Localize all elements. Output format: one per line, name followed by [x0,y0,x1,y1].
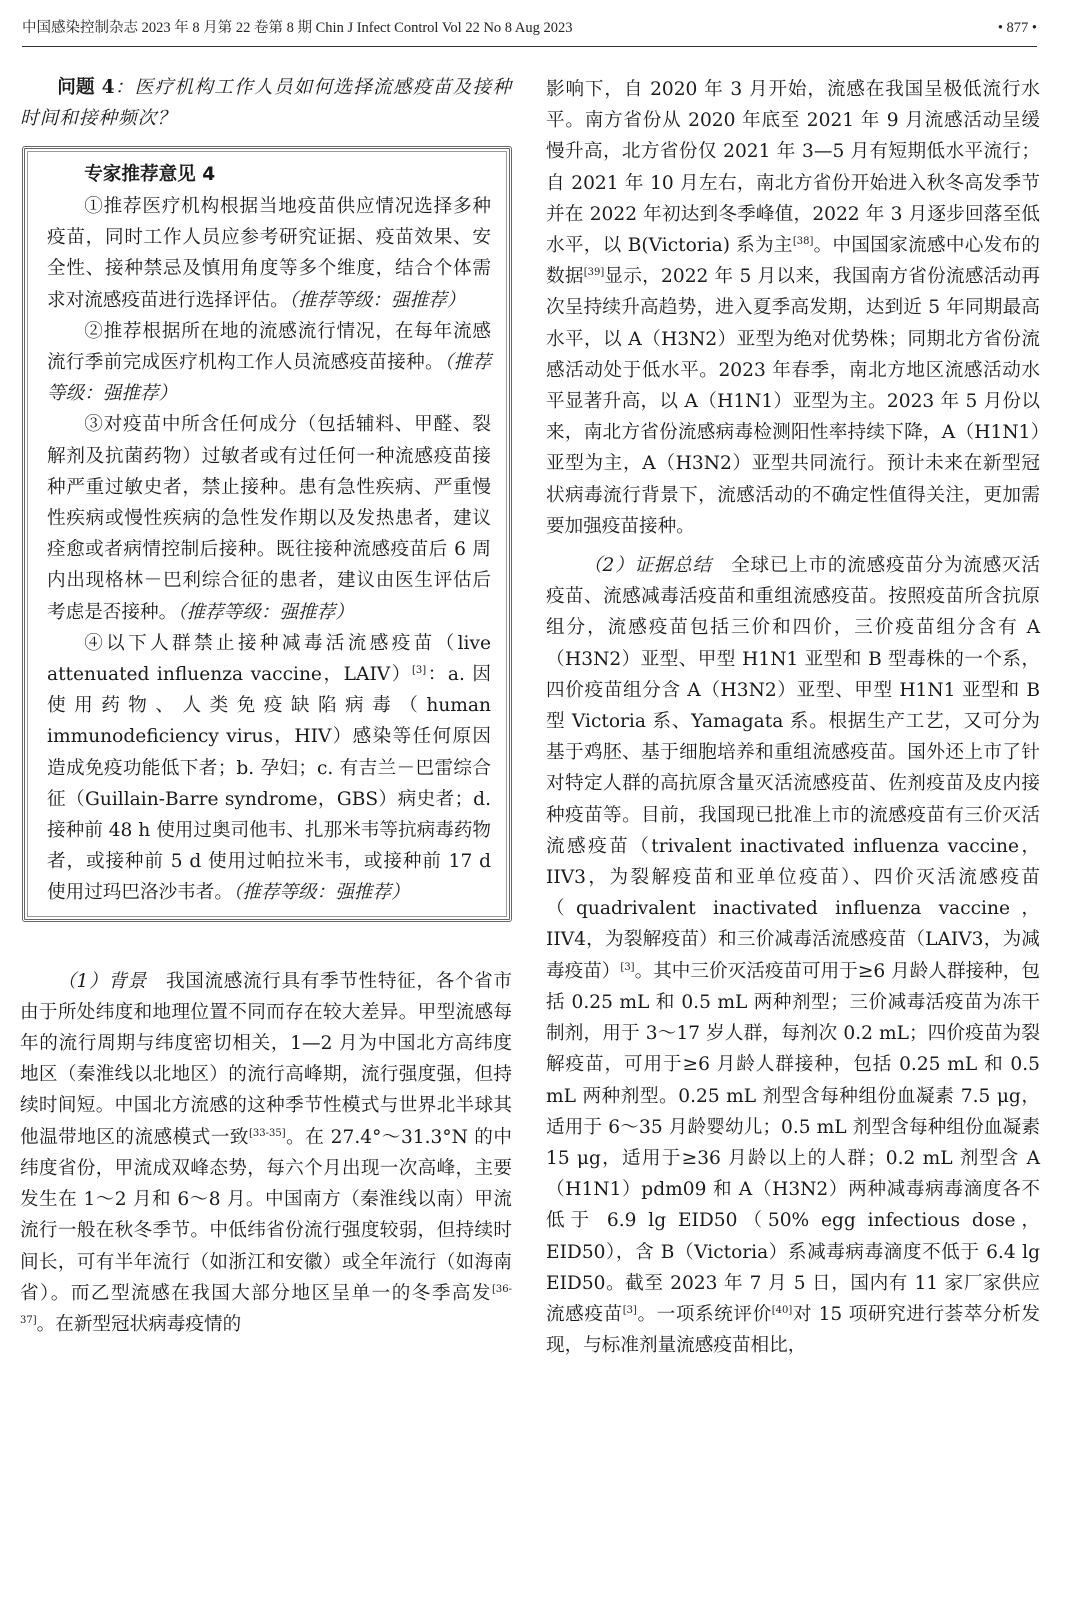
citation-ref: [39] [583,267,605,279]
recommendation-item-4: ④以下人群禁止接种减毒活流感疫苗（live attenuated influenza vaccine，LAIV）[3]：a. 因使用药物、人类免疫缺陷病毒（human immunodeficiency virus，HIV）感染等任何原因造成免疫功能低下者；b. 孕妇；c. 有吉兰－巴雷综合征（Guillain-Barre syndrome，GBS）病史者；d. 接种前 48 h 使用过奥司他韦、扎那米韦等抗病毒药物者，或接种前 5 d 使用过帕拉米韦，或接种前 17 d 使用过玛巴洛沙韦者。（推荐等级：强推荐） [47,632,491,904]
evidence-paragraph: （2）证据总结 全球已上市的流感疫苗分为流感灭活疫苗、流感减毒活疫苗和重组流感疫苗。按照疫苗所含抗原组分，流感疫苗包括三价和四价，三价疫苗组分含有 A（H3N2）亚型、甲型 H1N1 亚型和 B 型毒株的一个系，四价疫苗组分含 A（H3N2）亚型、甲型 H1N1 亚型和 B 型 Victoria 系、Yamagata 系。根据生产工艺，又可分为基于鸡胚、基于细胞培养和重组流感疫苗。国外还上市了针对特定人群的高抗原含量灭活流感疫苗、佐剂疫苗及皮内接种疫苗等。目前，我国现已批准上市的流感疫苗有三价灭活流感疫苗（trivalent inactivated influenza vaccine，IIV3，为裂解疫苗和亚单位疫苗）、四价灭活流感疫苗（quadrivalent inactivated influenza vaccine，IIV4，为裂解疫苗）和三价减毒活流感疫苗（LAIV3，为减毒疫苗）[3]。其中三价灭活疫苗可用于≥6 月龄人群接种，包括 0.25 mL 和 0.5 mL 两种剂型；三价减毒活疫苗为冻干制剂，用于 3～17 岁人群，每剂次 0.2 mL；四价疫苗为裂解疫苗，可用于≥6 月龄人群接种，包括 0.25 mL 和 0.5 mL 两种剂型。0.25 mL 剂型含每种组份血凝素 7.5 μg，适用于 6～35 月龄婴幼儿；0.5 mL 剂型含每种组份血凝素 15 μg，适用于≥36 月龄以上的人群；0.2 mL 剂型含 A（H1N1）pdm09 和 A（H3N2）两种减毒病毒滴度各不低于 6.9 lg EID50（50% egg infectious dose，EID50），含 B（Victoria）系减毒病毒滴度不低于 6.4 lg EID50。截至 2023 年 7 月 5 日，国内有 11 家厂家供应流感疫苗[3]。一项系统评价[40]对 15 项研究进行荟萃分析发现，与标准剂量流感疫苗相比， [546,555,1040,1357]
journal-citation: 中国感染控制杂志 2023 年 8 月第 22 卷第 8 期 Chin J Infect Control Vol 22 No 8 Aug 2023 [22,20,573,36]
citation-ref: [33-35] [248,1127,286,1139]
citation-ref: [3] [620,961,635,973]
recommendation-grade: （推荐等级：强推荐） [177,601,354,623]
background-paragraph: （1）背景 我国流感流行具有季节性特征，各个省市由于所处纬度和地理位置不同而存在较大差异。甲型流感每年的流行周期与纬度密切相关，1—2 月为中国北方高纬度地区（秦淮线以北地区）的流行高峰期，流行强度强，但持续时间短。中国北方流感的这种季节性模式与世界北半球其他温带地区的流感模式一致[33-35]。在 27.4°～31.3°N 的中纬度省份，甲流成双峰态势，每六个月出现一次高峰，主要发生在 1～2 月和 6～8 月。中国南方（秦淮线以南）甲流流行一般在秋冬季节。中低纬省份流行强度较弱，但持续时间长，可有半年流行（如浙江和安徽）或全年流行（如海南省）。而乙型流感在我国大部分地区呈单一的冬季高发[36-37]。在新型冠状病毒疫情的 [20,970,512,1335]
section-label-background: （1）背景 [57,970,147,992]
question-label: 问题 4 [57,77,115,98]
citation-ref: [38] [792,235,814,247]
page-number: • 877 • [997,20,1037,36]
citation-ref: [36-37] [20,1283,512,1326]
running-header [22,14,1037,47]
citation-ref: [3] [622,1304,637,1316]
recommendation-grade: （推荐等级：强推荐） [288,289,466,311]
left-column [20,72,512,1340]
recommendation-item-1: ①推荐医疗机构根据当地疫苗供应情况选择多种疫苗，同时工作人员应参考研究证据、疫苗效果、安全性、接种禁忌及慎用角度等多个维度，结合个体需求对流感疫苗进行选择评估。（推荐等级：强推荐） [47,196,491,311]
background-paragraph-continued: 影响下，自 2020 年 3 月开始，流感在我国呈极低流行水平。南方省份从 2020 年底至 2021 年 9 月流感活动呈缓慢升高，北方省份仅 2021 年 3—5 月有短期低水平流行；自 2021 年 10 月左右，南北方省份开始进入秋冬高发季节并在 2022 年初达到冬季峰值，2022 年 3 月逐步回落至低水平，以 B(Victoria) 系为主[38]。中国国家流感中心发布的数据[39]显示，2022 年 5 月以来，我国南方省份流感活动再次呈持续升高趋势，进入夏季高发期，达到近 5 年同期最高水平，以 A（H3N2）亚型为绝对优势株；同期北方省份流感活动处于低水平。2023 年春季，南北方地区流感活动水平显著升高，以 A（H1N1）亚型为主。2023 年 5 月份以来，南北方省份流感病毒检测阳性率持续下降，A（H1N1）亚型为主，A（H3N2）亚型共同流行。预计未来在新型冠状病毒流行背景下，流感活动的不确定性值得关注，更加需要加强疫苗接种。 [546,79,1040,537]
citation-ref: [40] [771,1304,793,1316]
recommendation-grade: （推荐等级：强推荐） [232,882,410,904]
recommendation-item-2: ②推荐根据所在地的流感流行情况，在每年流感流行季前完成医疗机构工作人员流感疫苗接种。（推荐等级：强推荐） [47,320,491,405]
section-label-evidence: （2）证据总结 [583,555,712,577]
recommendation-grade: （推荐等级：强推荐） [47,352,491,405]
right-column [546,74,1040,1361]
citation-ref: [3] [411,664,427,676]
question-heading [20,72,512,134]
recommendation-item-3: ③对疫苗中所含任何成分（包括辅料、甲醛、裂解剂及抗菌药物）过敏者或有过任何一种流感疫苗接种严重过敏史者，禁止接种。患有急性疾病、严重慢性疾病或慢性疾病的急性发作期以及发热患者，建议痊愈或者病情控制后接种。既往接种流感疫苗后 6 周内出现格林－巴利综合征的患者，建议由医生评估后考虑是否接种。（推荐等级：强推荐） [47,414,491,623]
expert-recommendation-box [22,146,512,922]
question-text: ：医疗机构工作人员如何选择流感疫苗及接种时间和接种频次？ [20,77,512,129]
recommendation-title: 专家推荐意见 4 [84,164,216,185]
